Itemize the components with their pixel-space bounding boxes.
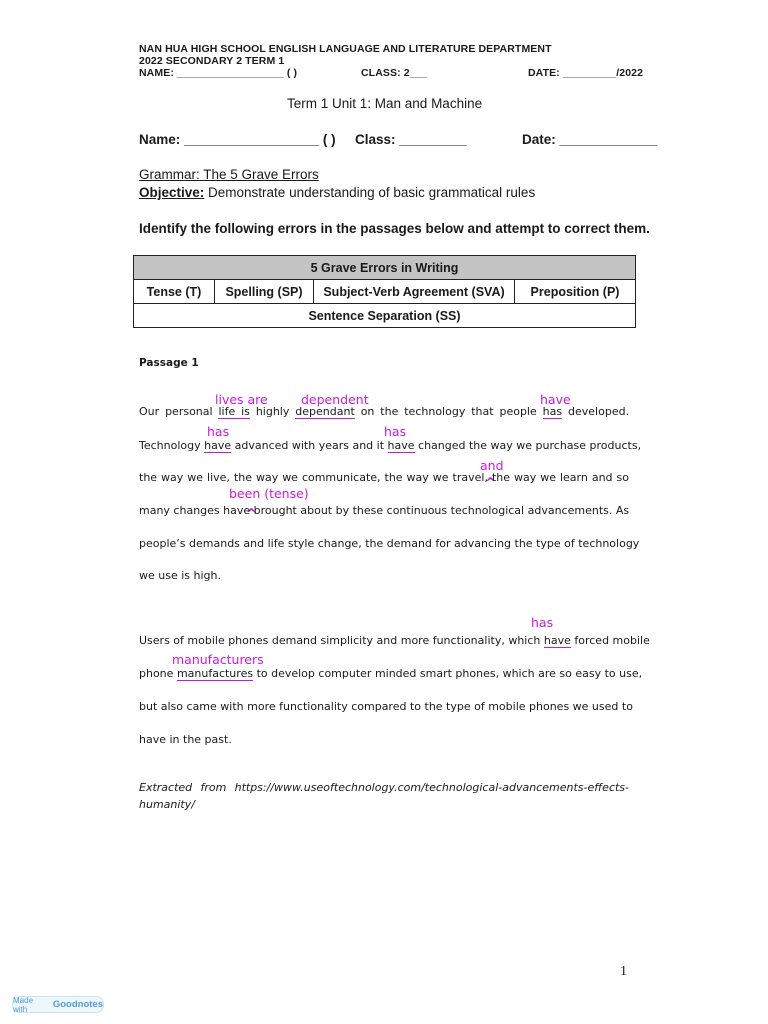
passage-line-8 — [139, 667, 643, 680]
word: Technology — [139, 439, 201, 452]
passage-line-2 — [139, 439, 642, 452]
text-segment: the way we learn and so — [491, 471, 629, 484]
goodnotes-badge — [12, 996, 104, 1013]
table-cell-tense: Tense (T) — [134, 280, 215, 304]
grammar-heading: Grammar: The 5 Grave Errors — [139, 167, 319, 182]
passage-line-10: have in the past. — [139, 733, 232, 746]
passage-line-4 — [139, 504, 629, 517]
marked-error-have-3: have — [543, 634, 571, 647]
passage-label: Passage 1 — [139, 357, 199, 369]
table-footer: Sentence Separation (SS) — [134, 304, 636, 328]
header-class-field: CLASS: 2___ — [361, 67, 428, 79]
objective — [139, 185, 535, 200]
page-title: Term 1 Unit 1: Man and Machine — [287, 96, 483, 111]
table-title: 5 Grave Errors in Writing — [134, 256, 636, 280]
source-line-2: humanity/ — [139, 798, 195, 811]
passage-line-6: we use is high. — [139, 569, 221, 582]
text-segment: Users of mobile phones demand simplicity and more functionality, which — [139, 634, 541, 647]
text-segment: the way we live, the way we communicate, the way we travel, — [139, 471, 488, 484]
header-name-field: NAME: __________________ ( ) — [139, 67, 298, 79]
page-number: 1 — [620, 964, 627, 979]
text-segment: brought about by these continuous technological advancements. As — [253, 504, 630, 517]
annotation-has-2: has — [384, 424, 407, 439]
term-header: 2022 SECONDARY 2 TERM 1 — [139, 55, 285, 67]
table-cell-sva: Subject-Verb Agreement (SVA) — [314, 280, 515, 304]
text-segment: forced mobile — [574, 634, 650, 647]
marked-error-have-1: have — [204, 439, 232, 452]
marked-error-life-is: life is — [218, 405, 250, 418]
insertion-caret-2: ^ — [246, 507, 257, 522]
annotation-dependent: dependent — [301, 392, 369, 407]
table-cell-preposition: Preposition (P) — [515, 280, 636, 304]
word: on — [360, 405, 375, 418]
text-segment: many changes have — [139, 504, 251, 517]
word: Our — [139, 405, 160, 418]
objective-label: Objective: — [139, 185, 205, 200]
annotation-have: have — [540, 392, 571, 407]
text-segment: to develop computer minded smart phones, which are so easy to use, — [256, 667, 643, 680]
annotation-has-3: has — [531, 615, 554, 630]
passage-line-3 — [139, 471, 629, 484]
instruction: Identify the following errors in the passages below and attempt to correct them. — [139, 221, 650, 236]
word: changed the way we purchase products, — [418, 439, 642, 452]
word: from — [200, 781, 227, 794]
annotation-and: and — [480, 458, 504, 473]
name-field: Name: __________________ ( ) — [139, 132, 336, 147]
word: the technology that — [380, 405, 494, 418]
word: phone — [139, 667, 174, 680]
word: personal — [165, 405, 213, 418]
word: highly — [255, 405, 290, 418]
grave-errors-table — [133, 255, 636, 328]
passage-line-1 — [139, 405, 629, 418]
source-line-1 — [139, 781, 629, 794]
school-header: NAN HUA HIGH SCHOOL ENGLISH LANGUAGE AND LITERATURE DEPARTMENT — [139, 43, 552, 55]
word: developed. — [568, 405, 630, 418]
source-url: https://www.useoftechnology.com/technological-advancements-effects- — [234, 781, 630, 794]
objective-text: Demonstrate understanding of basic grammatical rules — [204, 185, 536, 200]
marked-error-manufactures: manufactures — [176, 667, 254, 680]
annotation-has-1: has — [207, 424, 230, 439]
annotation-been-tense: been (tense) — [229, 486, 309, 501]
word: Extracted — [139, 781, 193, 794]
badge-small-text: Made with — [13, 995, 34, 1014]
marked-error-have-2: have — [387, 439, 415, 452]
passage-line-5: people’s demands and life style change, the demand for advancing the type of technology — [139, 537, 640, 550]
passage-line-9: but also came with more functionality compared to the type of mobile phones we used to — [139, 700, 633, 713]
class-field: Class: _________ — [355, 132, 467, 147]
annotation-manufacturers: manufacturers — [172, 652, 264, 667]
word: advanced with years and it — [234, 439, 385, 452]
insertion-caret-1: ^ — [485, 476, 496, 491]
annotation-lives-are: lives are — [215, 392, 268, 407]
passage-line-7 — [139, 634, 650, 647]
badge-brand: Goodnotes — [52, 999, 103, 1010]
table-cell-spelling: Spelling (SP) — [215, 280, 314, 304]
marked-error-has: has — [542, 405, 563, 418]
header-date-field: DATE: _________/2022 — [528, 67, 644, 79]
marked-error-dependant: dependant — [295, 405, 355, 418]
word: people — [499, 405, 537, 418]
date-field: Date: _____________ — [522, 132, 658, 147]
